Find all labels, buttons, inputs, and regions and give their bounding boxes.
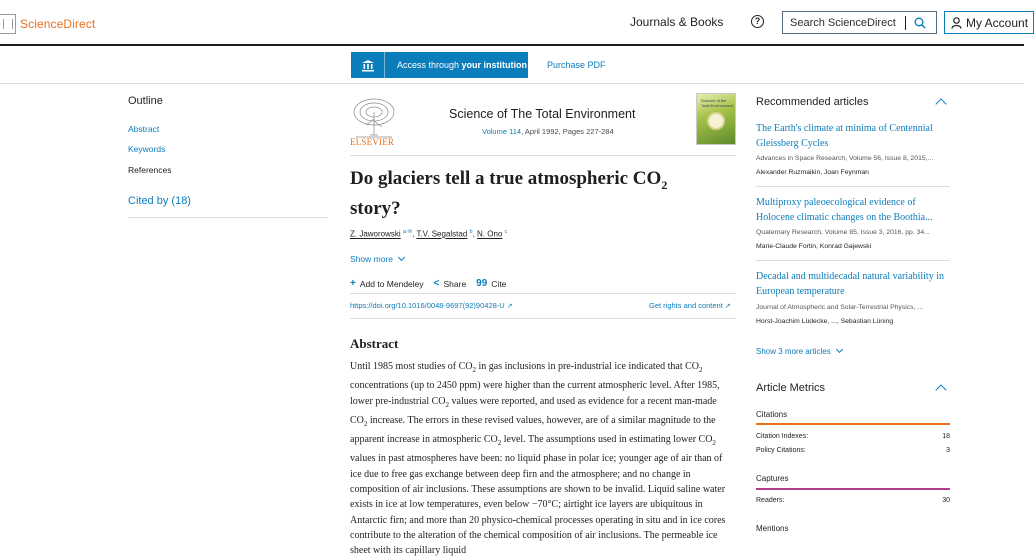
author-affil[interactable]: c	[504, 229, 508, 235]
search-box	[782, 11, 937, 34]
abstract-part: level. The assumptions used in estimating lower CO	[501, 434, 713, 446]
access-prefix: Access through	[397, 60, 462, 70]
abstract-sub: 2	[445, 400, 450, 409]
cited-by-link[interactable]: Cited by (18)	[128, 195, 191, 207]
get-rights-link[interactable]	[649, 301, 731, 310]
author-link[interactable]: T.V. Segalstad	[416, 229, 468, 239]
access-bold: your institution	[461, 60, 528, 70]
outline-abstract-link[interactable]: Abstract	[128, 124, 160, 134]
recommended-divider	[756, 260, 950, 261]
share-label: Share	[443, 278, 467, 289]
chevron-down-icon	[836, 346, 843, 353]
recommended-article-title[interactable]: Multiproxy paleoecological evidence of Holocene climatic changes on the Boothia...	[756, 197, 933, 223]
abstract-sub: 2	[712, 439, 716, 448]
outline-divider	[128, 217, 328, 218]
show-more-articles-button[interactable]	[756, 347, 842, 356]
recommended-article-authors: Marie-Claude Fortin, Konrad Gajewski	[756, 243, 872, 250]
title-subscript: 2	[661, 177, 668, 192]
rights-text: Get rights and content	[649, 301, 723, 310]
elsevier-wordmark: ELSEVIER	[350, 137, 395, 147]
policy-citations-value: 3	[946, 447, 950, 454]
recommended-article-title[interactable]: The Earth's climate at minima of Centennial Gleissberg Cycles	[756, 123, 933, 149]
abstract-part: in gas inclusions in pre-industrial ice indicated that CO	[476, 361, 700, 372]
recommended-article-authors: Horst-Joachim Lüdecke, ..., Sebastian Lüning	[756, 318, 894, 325]
article-metrics-heading: Article Metrics	[756, 382, 826, 394]
my-account-label: My Account	[966, 15, 1029, 30]
policy-citations-label: Policy Citations:	[756, 447, 806, 454]
readers-row	[756, 497, 950, 504]
captures-bar	[756, 488, 950, 490]
external-link-icon: ↗	[724, 303, 731, 310]
abstract-part: concentrations (up to 2450 ppm) were higher than the current atmospheric level. After 1985, lower pre-industrial CO	[350, 380, 720, 407]
recommended-heading: Recommended articles	[756, 96, 869, 108]
add-to-mendeley-label: Add to Mendeley	[359, 278, 424, 289]
doi-text: https://doi.org/10.1016/0048-9697(92)90428-U	[350, 301, 505, 310]
author-link[interactable]: Z. Jaworowski	[350, 229, 401, 239]
outline-keywords-link[interactable]: Keywords	[128, 144, 166, 154]
abstract-text	[350, 359, 736, 559]
author-link[interactable]: N. Ono	[477, 229, 503, 239]
search-button[interactable]	[906, 12, 934, 33]
outline-references-link[interactable]: References	[128, 165, 172, 175]
abstract-sub: 2	[363, 419, 368, 428]
title-part2: story?	[350, 197, 401, 219]
search-input[interactable]	[783, 13, 905, 33]
abstract-part: values were reported, and used as evidence for a recent man-made CO	[350, 395, 717, 426]
cite-button[interactable]	[476, 278, 506, 289]
recommended-article-meta: Advances in Space Research, Volume 56, Issue 8, 2015,...	[756, 155, 934, 162]
help-icon[interactable]: ?	[751, 15, 764, 28]
top-header	[0, 0, 1029, 46]
volume-link[interactable]: Volume 114	[482, 127, 522, 136]
citation-indexes-value: 18	[942, 433, 950, 440]
doi-divider-bottom	[350, 318, 736, 319]
cite-label: Cite	[491, 278, 507, 289]
recommended-article-title[interactable]: Decadal and multidecadal natural variability in European temperature	[756, 271, 944, 297]
doi-link[interactable]	[350, 301, 513, 310]
title-part1: Do glaciers tell a true atmospheric CO	[350, 168, 662, 189]
user-icon	[951, 17, 962, 29]
recommended-article-meta: Journal of Atmospheric and Solar-Terrestrial Physics, ...	[756, 304, 923, 311]
show-more-button[interactable]	[350, 254, 404, 264]
chevron-down-icon	[398, 254, 405, 261]
captures-label: Captures	[756, 474, 789, 483]
article-actions	[350, 278, 506, 289]
recommended-article-authors: Alexander Ruzmaikin, Joan Feynman	[756, 169, 869, 176]
elsevier-tree-icon	[0, 14, 16, 34]
article-title	[350, 167, 730, 221]
collapse-metrics-icon[interactable]	[935, 384, 946, 395]
doi-divider-top	[350, 293, 736, 294]
abstract-part: Until 1985 most studies of CO	[350, 361, 473, 372]
show-more-label: Show more	[350, 254, 393, 264]
abstract-part: values in past atmospheres have been: no liquid phase in polar ice; younger age of air than of ice due to free gas exchange between deep firn and the atmosphere; and no change in composition of air inclusions. These assumptions are shown to be invalid. Liquid saline water exists in ice at low temperatures, even below −70°C; airtight ice layers are ubiquitous in Antarctic firn; and more than 20 physico-chemical processes operating in situ and in ice cores contribute to the alteration of the chemical composition of air inclusions. The permeable ice sheet with its capillary liquid	[350, 453, 726, 557]
sciencedirect-logo[interactable]	[0, 14, 95, 34]
access-bar	[0, 48, 1024, 84]
my-account-button[interactable]	[944, 11, 1034, 34]
citation-indexes-label: Citation Indexes:	[756, 433, 809, 440]
journal-issue-info	[482, 127, 614, 136]
journal-title-link[interactable]: Science of The Total Environment	[449, 107, 636, 121]
citations-label: Citations	[756, 410, 788, 419]
citation-indexes-row	[756, 433, 950, 440]
access-institution-label	[385, 60, 527, 70]
readers-value: 30	[942, 497, 950, 504]
institution-icon	[351, 52, 385, 78]
abstract-sub: 2	[497, 439, 502, 448]
quote-icon: 99	[476, 278, 488, 289]
cover-title: Science of the Total Environment	[701, 98, 734, 108]
collapse-recommended-icon[interactable]	[935, 98, 946, 109]
external-link-icon: ↗	[506, 303, 513, 310]
journal-cover-image[interactable]	[696, 93, 736, 145]
show-more-articles-label: Show 3 more articles	[756, 347, 831, 356]
abstract-sub: 2	[472, 366, 477, 374]
recommended-divider	[756, 186, 950, 187]
readers-label: Readers:	[756, 497, 785, 504]
header-divider	[350, 155, 736, 156]
policy-citations-row	[756, 447, 950, 454]
recommended-article-meta: Quaternary Research, Volume 85, Issue 3, 2016, pp. 34...	[756, 229, 930, 236]
plus-icon: +	[350, 278, 356, 289]
mentions-label: Mentions	[756, 524, 789, 533]
issue-pages: , April 1992, Pages 227-284	[521, 127, 614, 136]
citations-bar	[756, 423, 950, 425]
search-icon	[914, 17, 926, 29]
share-button[interactable]	[434, 278, 467, 289]
logo-text: ScienceDirect	[20, 17, 96, 31]
access-institution-button[interactable]	[351, 52, 528, 78]
author-affil[interactable]: a ✉	[402, 229, 413, 235]
abstract-heading: Abstract	[350, 336, 399, 351]
journals-books-link[interactable]: Journals & Books	[630, 15, 724, 29]
author-affil[interactable]: b	[469, 229, 473, 235]
abstract-part: increase. The errors in these revised values, however, are of a similar magnitude to the apparent increase in atmospheric CO	[350, 414, 716, 446]
abstract-sub: 2	[699, 366, 703, 374]
outline-title: Outline	[128, 95, 163, 107]
author-list: Z. Jaworowski $^{a ✉}$, T.V. Segalstad $^b$, N. Ono $^c$	[350, 229, 508, 239]
add-to-mendeley-button[interactable]	[350, 278, 424, 289]
share-icon: <	[433, 278, 440, 289]
purchase-pdf-link[interactable]: Purchase PDF	[547, 60, 606, 70]
